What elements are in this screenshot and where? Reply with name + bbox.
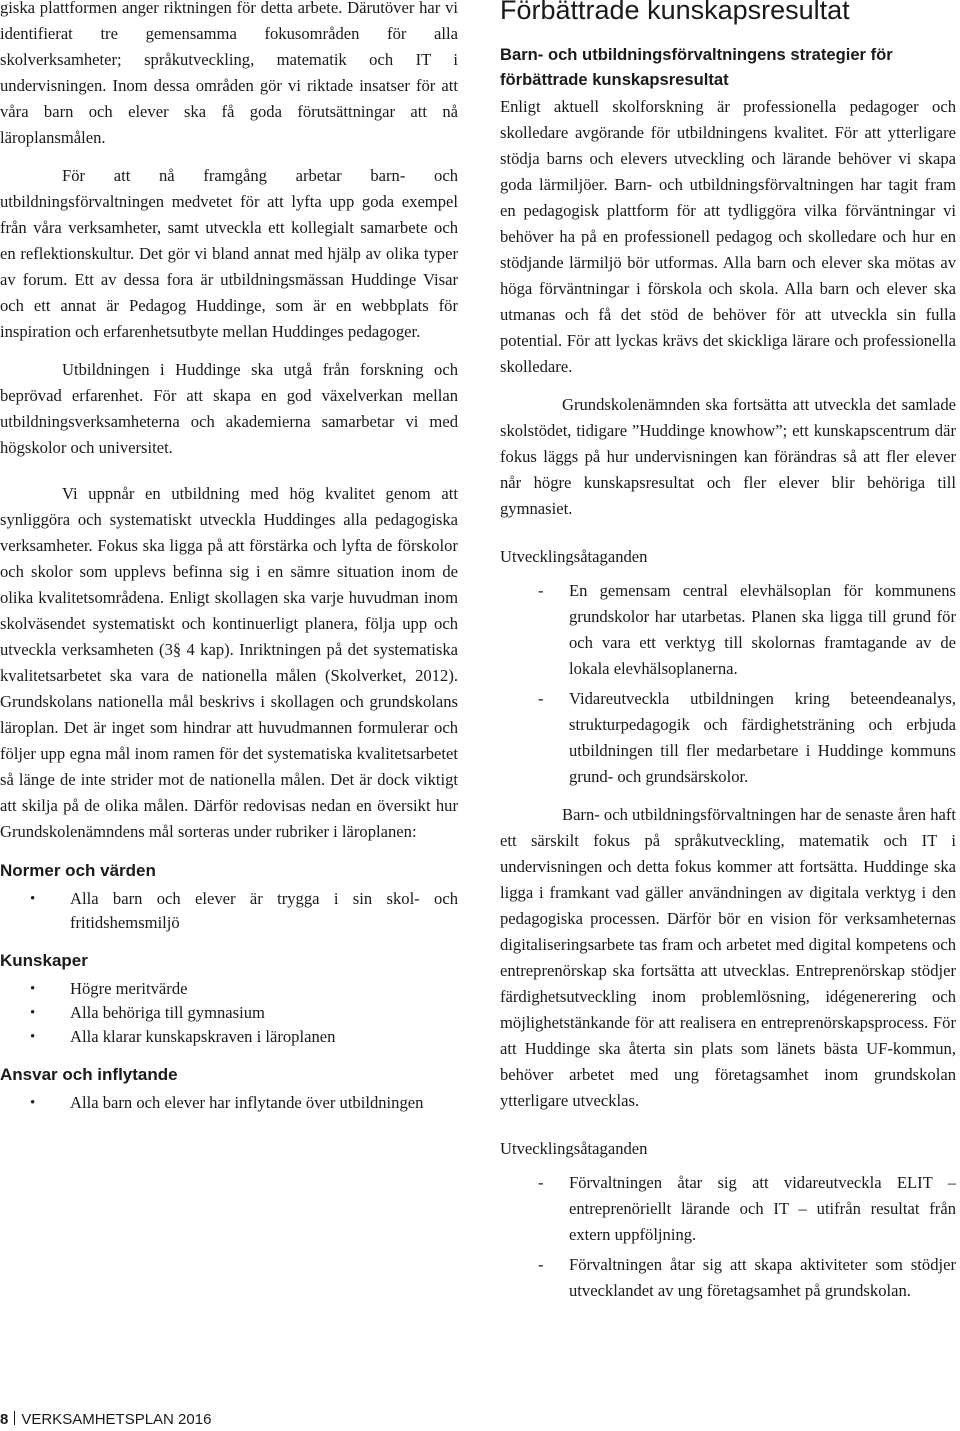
paragraph-research-quality: Enligt aktuell skolforskning är professionella pedagoger och skolledare avgörande för utbildningens kvalitet. För att ytterligare stödja barns och elevers utveckling och lärande behöver vi skapa goda lärmiljöer. Barn- och utbildningsförvaltningen har tagit fram en pedagogisk plattform för att tydliggöra vilka förväntningar vi behöver ha på en professionell pedagog och skolledare och hur en stödjande lärmiljö bör utformas. Alla barn och elever ska mötas av höga förväntningar i förskola och skola. Alla barn och elever ska utmanas och få det stöd de behöver för att utveckla sin fulla potential. För att lyckas krävs det skickliga lärare och professionella skolledare. <box>500 97 956 376</box>
bullet-icon: • <box>30 1029 36 1045</box>
page-footer <box>0 1410 211 1430</box>
list-item: - En gemensam central elevhälsoplan för kommunens grundskolor har utarbetas. Planen ska ligga till grund för och vara ett verktyg till skolornas framtagande av de lokala elevhälsoplanerna. <box>500 578 956 682</box>
list-item: • Alla barn och elever har inflytande över utbildningen <box>0 1091 458 1115</box>
list-item: - Vidareutveckla utbildningen kring beteendeanalys, strukturpedagogik och färdighetsträning och erbjuda utbildningen till fler medarbetare i Huddinge kommuns grund- och grundsärskolor. <box>500 686 956 790</box>
bullet-icon: • <box>30 891 36 907</box>
bullet-list-kunskaper <box>0 977 458 1049</box>
list-item: - Förvaltningen åtar sig att vidareutveckla ELIT – entreprenöriellt lärande och IT – utifrån resultat från extern uppföljning. <box>500 1170 956 1248</box>
page-number: 8 <box>0 1411 9 1428</box>
list-item: • Alla barn och elever är trygga i sin skol- och fritidshemsmiljö <box>30 889 458 932</box>
footer-divider <box>14 1411 15 1425</box>
commitments-heading-1: Utvecklingsåtaganden <box>500 547 648 566</box>
left-column <box>0 0 458 1115</box>
list-item: - Förvaltningen åtar sig att skapa aktiviteter som stödjer utvecklandet av ung företagsamhet på grundskolan. <box>500 1252 956 1304</box>
bullet-list-normer <box>0 887 458 935</box>
list-item: • Alla behöriga till gymnasium <box>0 1001 458 1025</box>
section-heading-kunskaper: Kunskaper <box>0 951 88 970</box>
section-heading-normer: Normer och värden <box>0 861 156 880</box>
goal-sections <box>0 859 458 1115</box>
dash-icon: - <box>538 1173 544 1192</box>
dash-icon: - <box>538 1255 544 1274</box>
section-heading-ansvar: Ansvar och inflytande <box>0 1065 178 1084</box>
list-item: • Alla klarar kunskapskraven i läroplanen <box>0 1025 458 1049</box>
paragraph-research: Utbildningen i Huddinge ska utgå från forskning och beprövad erfarenhet. För att skapa en god växelverkan mellan utbildningsverksamheterna och akademierna samarbetar vi med högskolor och universitet. <box>0 360 458 457</box>
right-column <box>500 0 956 1308</box>
page-title: Förbättrade kunskapsresultat <box>500 0 850 25</box>
paragraph-forum: För att nå framgång arbetar barn- och utbildningsförvaltningen medvetet för att lyfta upp goda exempel från våra verksamheter, samt utveckla ett kollegialt samarbete och en reflektionskultur. Det gör vi bland annat med hjälp av olika typer av forum. Ett av dessa fora är utbildningsmässan Huddinge Visar och ett annat är Pedagog Huddinge, som är en webbplats för inspiration och erfarenhetsutbyte mellan Huddinges pedagoger. <box>0 166 458 341</box>
paragraph-skolstod: Grundskolenämnden ska fortsätta att utveckla det samlade skolstödet, tidigare ”Huddinge knowhow”; ett kunskapscentrum där fokus läggs på hur undervisningen kan förändras så att fler elever når högre kunskapsresultat och fler elever blir behöriga till gymnasiet. <box>500 395 956 518</box>
bullet-icon: • <box>30 981 36 997</box>
paragraph-quality: Vi uppnår en utbildning med hög kvalitet genom att synliggöra och systematiskt utveckla Huddinges alla pedagogiska verksamheter. Fokus ska ligga på att förstärka och lyfta de förskolor och skolor som upplevs befinna sig i en sämre situation inom de olika kvalitetsområdena. Enligt skollagen ska varje huvudman inom skolväsendet systematiskt och kontinuerligt planera, följa upp och utveckla verksamheten (3§ 4 kap). Inriktningen på det systematiska kvalitetsarbetet ska vara de nationella målen (Skolverket, 2012). Grundskolans nationella mål beskrivs i skollagen och grundskolans läroplan. Det är inget som hindrar att huvudmannen formulerar och följer upp egna mål inom ramen för det systematiska kvalitetsarbetet så länge de inte strider mot de nationella målen. Det är dock viktigt att skilja på de olika målen. Därför redovisas nedan en översikt hur Grundskolenämndens mål sorteras under rubriker i läroplanen: <box>0 484 458 841</box>
dash-icon: - <box>538 581 544 600</box>
paragraph-digital: Barn- och utbildningsförvaltningen har de senaste åren haft ett särskilt fokus på språkutveckling, matematik och IT i undervisningen och detta fokus kommer att fortsätta. Huddinge ska ligga i framkant vad gäller användningen av digitala verktyg i den pedagogiska processen. Därför bör en vision för verksamheternas digitaliseringsarbete tas fram och arbetet med digital kompetens och entreprenörskap ska fortsätta att utvecklas. Entreprenörskap stödjer färdighetsutveckling inom problemlösning, idégenerering och möjlighetstänkande för att realisera en entreprenörskapsprocess. För att Huddinge ska återta sin plats som länets bästa UF-kommun, behöver arbetet med ung företagsamhet inom grundskolan ytterligare utvecklas. <box>500 805 956 1110</box>
footer-doc-title: VERKSAMHETSPLAN 2016 <box>21 1411 212 1428</box>
paragraph-intro-continued: giska plattformen anger riktningen för detta arbete. Därutöver har vi identifierat tre gemensamma fokusområden för alla skolverksamheter; språkutveckling, matematik och IT i undervisningen. Inom dessa områden gör vi riktade insatser för att våra barn och elever ska få goda förutsättningar att nå läroplansmålen. <box>0 0 458 147</box>
bullet-icon: • <box>30 1095 36 1111</box>
commitments-heading-2: Utvecklingsåtaganden <box>500 1139 648 1158</box>
dash-icon: - <box>538 689 544 708</box>
commitments-list-1 <box>500 578 956 790</box>
commitments-list-2 <box>500 1170 956 1304</box>
bullet-list-ansvar <box>0 1091 458 1115</box>
list-item: • Högre meritvärde <box>0 977 458 1001</box>
section-subtitle: Barn- och utbildningsförvaltningens strategier för förbättrade kunskapsresultat <box>500 45 893 89</box>
bullet-icon: • <box>30 1005 36 1021</box>
